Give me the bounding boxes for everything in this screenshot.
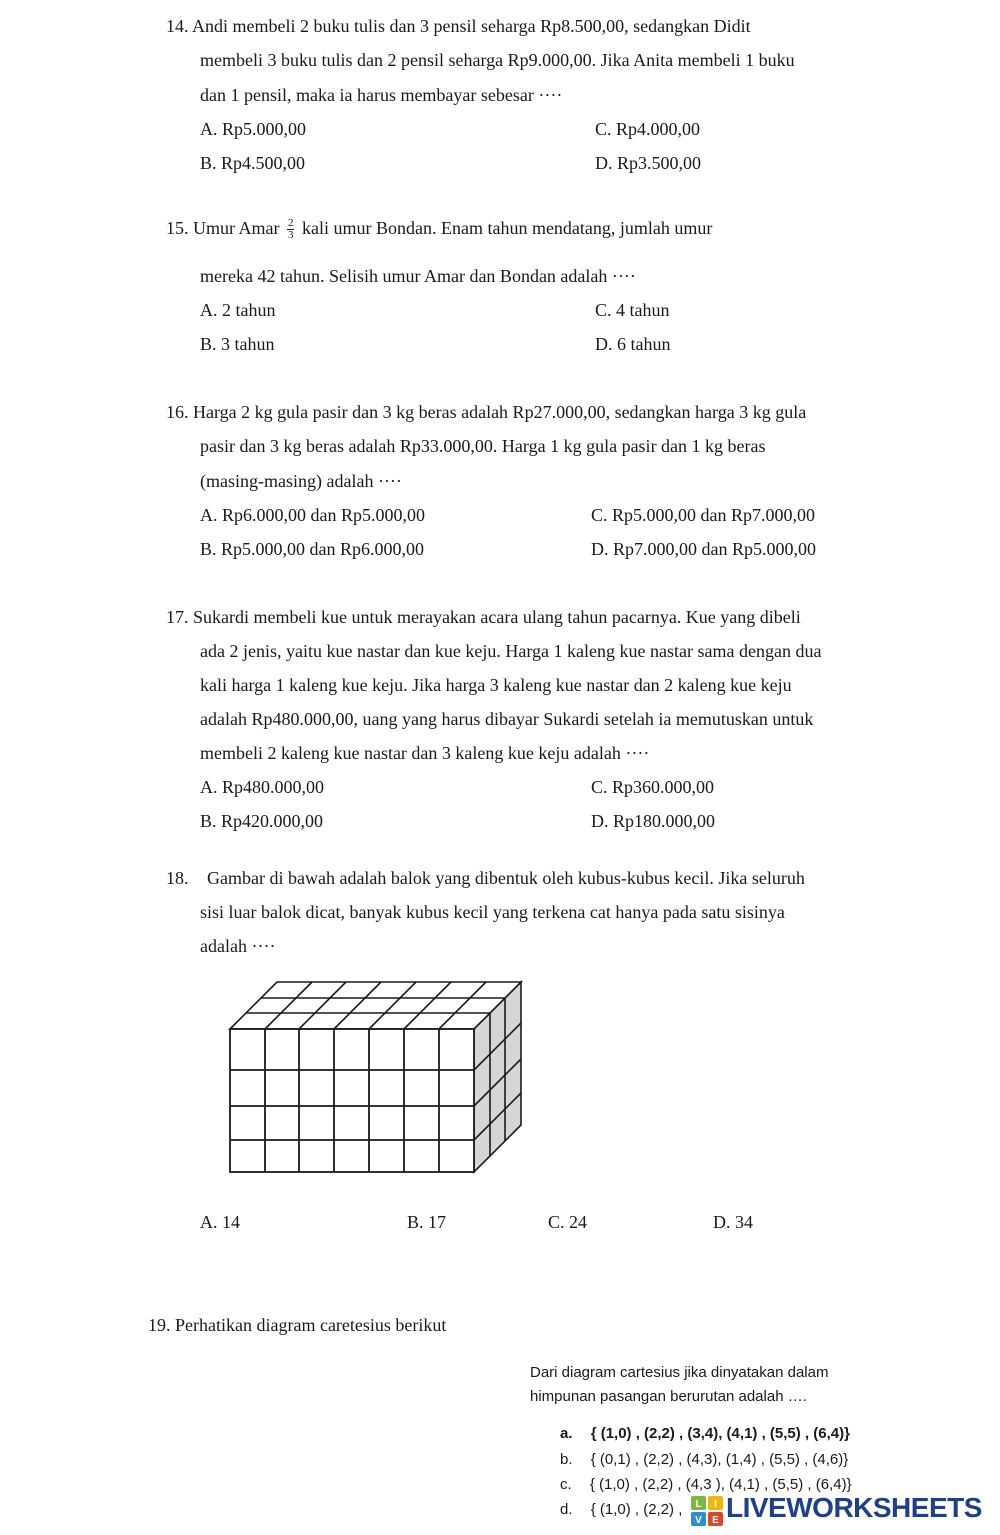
option-c[interactable]: C. 24 — [548, 1212, 588, 1232]
option-a[interactable] — [560, 1425, 850, 1442]
option-c[interactable] — [560, 1476, 852, 1493]
option-a[interactable]: A. Rp480.000,00 — [200, 777, 325, 797]
question-text: Umur Amar — [193, 218, 280, 238]
question-17-stem-line-3: kali harga 1 kaleng kue keju. Jika harga 3 kaleng kue nastar dan 2 kaleng kue keju — [200, 675, 792, 695]
question-17-stem-line-4: adalah Rp480.000,00, uang yang harus dibayar Sukardi setelah ia memutuskan untuk — [200, 709, 814, 729]
question-text-cont: kali umur Bondan. Enam tahun mendatang, jumlah umur — [301, 218, 713, 238]
question-14-stem-line-1 — [166, 16, 751, 37]
option-d[interactable]: D. Rp7.000,00 dan Rp5.000,00 — [591, 539, 816, 559]
question-18-stem-line-2: sisi luar balok dicat, banyak kubus kecil yang terkena cat hanya pada satu sisinya — [200, 902, 785, 922]
fraction-numerator: 2 — [287, 217, 294, 230]
logo-letter: I — [714, 1499, 717, 1510]
logo-letter: V — [695, 1515, 702, 1526]
logo-letter: E — [712, 1515, 719, 1526]
question-text: Gambar di bawah adalah balok yang dibentuk oleh kubus-kubus kecil. Jika seluruh — [207, 868, 805, 888]
option-a[interactable]: A. 2 tahun — [200, 300, 276, 320]
option-c[interactable]: C. Rp360.000,00 — [591, 777, 715, 797]
option-d[interactable]: D. Rp180.000,00 — [591, 811, 716, 831]
question-18-stem-line-1 — [166, 868, 805, 889]
option-c[interactable]: C. Rp5.000,00 dan Rp7.000,00 — [591, 505, 816, 525]
option-d[interactable]: D. 6 tahun — [595, 334, 671, 354]
question-number: 16. — [166, 402, 189, 422]
option-d[interactable]: D. 34 — [713, 1212, 753, 1232]
option-a[interactable]: A. 14 — [200, 1212, 240, 1232]
option-b[interactable]: B. Rp420.000,00 — [200, 811, 324, 831]
option-b[interactable]: B. Rp5.000,00 dan Rp6.000,00 — [200, 539, 425, 559]
question-14-stem-line-3: dan 1 pensil, maka ia harus membayar sebesar ···· — [200, 85, 563, 105]
question-19-prompt-line-1: Dari diagram cartesius jika dinyatakan dalam — [530, 1364, 829, 1381]
question-15-stem-line-1 — [166, 218, 712, 241]
question-19-title: 19. Perhatikan diagram caretesius berikut — [148, 1315, 447, 1335]
cuboid-front-face — [230, 1029, 474, 1172]
cuboid-of-cubes-figure — [226, 978, 526, 1178]
option-letter: b. — [560, 1451, 573, 1468]
question-19-prompt-line-2: himpunan pasangan berurutan adalah …. — [530, 1388, 807, 1405]
question-15-stem-line-2: mereka 42 tahun. Selisih umur Amar dan Bondan adalah ···· — [200, 266, 636, 286]
option-c[interactable]: C. 4 tahun — [595, 300, 670, 320]
question-text: Sukardi membeli kue untuk merayakan acara ulang tahun pacarnya. Kue yang dibeli — [193, 607, 801, 627]
question-number: 14. — [166, 16, 189, 36]
option-a[interactable]: A. Rp6.000,00 dan Rp5.000,00 — [200, 505, 425, 525]
option-text: { (1,0) , (2,2) , (3,4), (4,1) , (5,5) , (6,4)} — [590, 1425, 850, 1442]
question-17-stem-line-5: membeli 2 kaleng kue nastar dan 3 kaleng kue keju adalah ···· — [200, 743, 650, 763]
option-text: { (0,1) , (2,2) , (4,3), (1,4) , (5,5) , (4,6)} — [590, 1451, 849, 1468]
fraction — [287, 218, 295, 241]
liveworksheets-logo-icon — [690, 1495, 724, 1527]
question-text: Harga 2 kg gula pasir dan 3 kg beras adalah Rp27.000,00, sedangkan harga 3 kg gula — [193, 402, 807, 422]
option-b[interactable]: B. Rp4.500,00 — [200, 153, 306, 173]
question-16-stem-line-1 — [166, 402, 806, 423]
question-text: Andi membeli 2 buku tulis dan 3 pensil seharga Rp8.500,00, sedangkan Didit — [192, 16, 751, 36]
question-number: 17. — [166, 607, 189, 627]
option-letter: a. — [560, 1425, 573, 1442]
question-17-stem-line-2: ada 2 jenis, yaitu kue nastar dan kue keju. Harga 1 kaleng kue nastar sama dengan dua — [200, 641, 822, 661]
option-b[interactable] — [560, 1451, 848, 1468]
option-c[interactable]: C. Rp4.000,00 — [595, 119, 701, 139]
question-16-stem-line-3: (masing-masing) adalah ···· — [200, 471, 402, 491]
logo-letter: L — [695, 1499, 702, 1510]
question-number: 18. — [166, 868, 189, 888]
option-d[interactable]: D. Rp3.500,00 — [595, 153, 702, 173]
option-b[interactable]: B. 3 tahun — [200, 334, 275, 354]
option-a[interactable]: A. Rp5.000,00 — [200, 119, 307, 139]
option-text: { (1,0) , (2,2) , (4,3 ), (4,1) , (5,5) , (6,4)} — [589, 1476, 852, 1493]
question-17-stem-line-1 — [166, 607, 801, 628]
option-b[interactable]: B. 17 — [407, 1212, 447, 1232]
question-number: 15. — [166, 218, 189, 238]
fraction-denominator: 3 — [287, 229, 294, 242]
option-letter: d. — [560, 1501, 573, 1518]
option-letter: c. — [560, 1476, 572, 1493]
option-text: { (1,0) , (2,2) , — [590, 1501, 683, 1518]
option-d[interactable] — [560, 1501, 682, 1518]
question-14-stem-line-2: membeli 3 buku tulis dan 2 pensil seharga Rp9.000,00. Jika Anita membeli 1 buku — [200, 50, 795, 70]
question-18-stem-line-3: adalah ···· — [200, 936, 276, 956]
liveworksheets-watermark — [690, 1493, 992, 1529]
liveworksheets-watermark-text: LIVEWORKSHEETS — [726, 1492, 982, 1523]
question-16-stem-line-2: pasir dan 3 kg beras adalah Rp33.000,00. Harga 1 kg gula pasir dan 1 kg beras — [200, 436, 766, 456]
